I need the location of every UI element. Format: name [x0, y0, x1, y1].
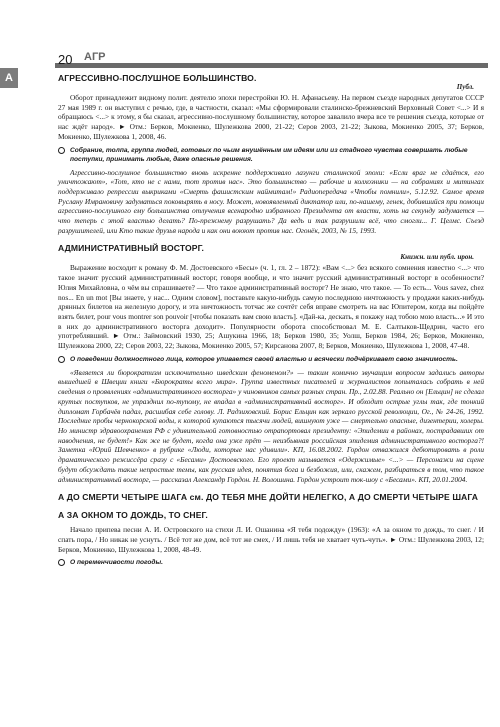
circle-bullet-icon: [58, 356, 65, 363]
entry-body: Оборот принадлежит видному полит. деятелю эпохи перестройки Ю. Н. Афанасьеву. На первом съезде народных депутатов СССР 27 мая 1989 г. он выступил с речью, где, в частности, сказал: «Мы сформировали сталинско-брежневский Верховный Совет <...> И я обращаюсь <...> к этому, я бы сказал, агрессивно-послушному большинству, которое завалило вчера все те решения съезда, которые от нас ждёт народ». ► Отм.: Берков, Мокиенко, Шулежкова 2000, 21-22; Серов 2003, 21-22; Зыкова, Мокиенко 2005, 37; Берков, Мокиенко, Шулежкова 1, 2008, 46.: [58, 93, 484, 141]
entry-heading: АГРЕССИВНО-ПОСЛУШНОЕ БОЛЬШИНСТВО.: [58, 73, 257, 83]
page-number: 20: [58, 52, 73, 67]
definition-text: О поведении должностного лица, которое упивается своей властью и всячески подчёркивает свою значимость.: [70, 355, 458, 363]
entry-quote: Агрессивно-послушное большинство вновь искренне поддерживало лазунги сталинской эпохи: «Если враг не сдаётся, его уничтожают», «Тот, кто не с нами, тот против нас». Это большинство — рабочие и колхозники — на собраниях и митингах поддерживало репрессии выкриками «Смерть фашистским наймитам!» Радиопередача «Чтобы помнили», 5.12.92. Самое время Руслану Имрановичу задуматься поковырять в носу. Может, новоявленный диктатор или, по-нашему, генек, добившийся при помощи агрессивно-послушного ему большинства отлучения всенародно избранного Президента от власти, хоть на секунду задумается — что теперь с этой властью делать? По-прежнему разрушать? Да ведь и так разрушили всё, что смогли... Г. Целмс. Съезд разрушителей, или Кто такие друзья народа и как они воюют против нас. Огонёк, 2003, № 15, 1993.: [58, 167, 484, 235]
entry-heading-crossref: А ДО СМЕРТИ ЧЕТЫРЕ ШАГА см. ДО ТЕБЯ МНЕ ДОЙТИ НЕЛЕГКО, А ДО СМЕРТИ ЧЕТЫРЕ ШАГА: [58, 492, 479, 503]
grammar-label: Публ.: [456, 83, 474, 91]
letter-tab: А: [0, 68, 18, 88]
entry-heading: А ЗА ОКНОМ ТО ДОЖДЬ, ТО СНЕГ.: [58, 510, 208, 521]
definition-bullet: [58, 146, 484, 164]
entry-body: Выражение восходит к роману Ф. М. Достоевского «Бесы» (ч. 1, гл. 2 – 1872): «Вам <...> без всякого сомнения известно <...> что такое значит русский административный восторг, говоря вообще, и что значит русский административный восторг в особенности? Юлия Михайловна, о чём вы спрашиваете? — Что такое административный восторг? Не знаю, что такое. — То есть... Vous savez, chez nos... En un mot [Вы знаете, у нас... Одним словом], поставьте какую-нибудь самую последнюю ничтожность у продажи каких-нибудь дрянных билетов на железную дорогу, и эта ничтожность тотчас же сочтёт себя вправе смотреть на вас Юпитером, когда вы пойдёте взять билет, pour vous montrer son pouvoir [чтобы показать вам свою власть]. «Дай-ка, дескать, я покажу над тобою мою власть...» И это в них до административного восторга доходит». Популярности оборота способствовал М. Е. Салтыков-Щедрин, часто его употреблявший. ► Отм.: Займовский 1930, 25; Ашукина 1966, 18; Берков 1980, 35; Уолш, Берков 1984, 26; Берков, Мокиенко, Шулежкова 2000, 22; Серов 2003, 22; Зыкова, Мокиенко 2005, 57; Кирсанова 2007, 8; Берков, Мокиенко, Шулежкова 1, 2008, 47-48.: [58, 263, 484, 351]
definition-bullet: [58, 355, 484, 364]
entry-heading: АДМИНИСТРАТИВНЫЙ ВОСТОРГ.: [58, 243, 204, 254]
circle-bullet-icon: [58, 147, 65, 154]
definition-bullet: [58, 558, 484, 567]
dictionary-page: [58, 68, 484, 571]
entry-body: Начало припева песни А. И. Островского на стихи Л. И. Ошанина «Я тебя подожду» (1963): «А за окном то дождь, то снег. / И спать пора, / Но никак не уснуть. / Всё тот же дом, всё тот же смех, / И лишь тебя не хватает чуть-чуть». ► Отм.: Шулежкова 2003, 12; Берков, Мокиенко, Шулежкова 1, 2008, 48-49.: [58, 525, 484, 554]
definition-text: Собрание, толпа, группа людей, готовых по чьим внушённым им идеям или из стадного чувства совершать любые поступки, принимать любые, даже опасные решения.: [70, 146, 468, 163]
running-title: АГР: [84, 51, 106, 63]
grammar-label: Книжн. или публ. ирон.: [400, 253, 474, 262]
definition-text: О переменчивости погоды.: [70, 559, 163, 567]
circle-bullet-icon: [58, 559, 65, 566]
entry-quote: «Является ли бюрократизм исключительно шведским феноменом?» — таким комично звучащим вопросом задались авторы вышедшей в Швеции книги «Бюрократы всего мира». Группа известных писателей и журналистов попыталась собрать в ней сведения о проявлениях «административного восторга» у чиновников самых разных стран. Пр., 2.02.88. Реально он [Ельцин] не сделал крутых поступков, не упразднил по-тупому, не впадал в «административный восторг». И обходит острые углы так, где тонкий дипломат Горбачёв падал, расшибая себе голову. Л. Радзиховский. Борис Ельцин как зеркало русской революции, Ог., № 24-26, 1992. Последние пробы чернокорской воды, к которой купаются тысячи людей, вишнуют уже — смертельно опасные, дизентерии, холеры. Но министр здравоохранения РФ с удивительной готовностью отрапортовал президенту: «Эпидемии в районах, пострадавших от наводнения, не будет!» Как же не будет, когда она уже прёт — неизбывная российская эпидемия административного восторга?! Заметка «Юрий Шевченко» в рубрике «Люди, которые нас удивили». КП, 16.08.2002. Гордон отважился дебютировать в роли драматического режиссёра сразу с «Бесами» Достоевского. Его проект называется «Одержимые» <...> — Персонажи на сцене будут обсуждать такие непростые темы, как русская идея, понятия бога и безбожия, или, скажем, разбираться в том, что такое административный восторг, — рассказал Александр Гордон. Н. Волошина. Гордон устроит ток-шоу с «Бесами». КП, 20.01.2004.: [58, 367, 484, 484]
